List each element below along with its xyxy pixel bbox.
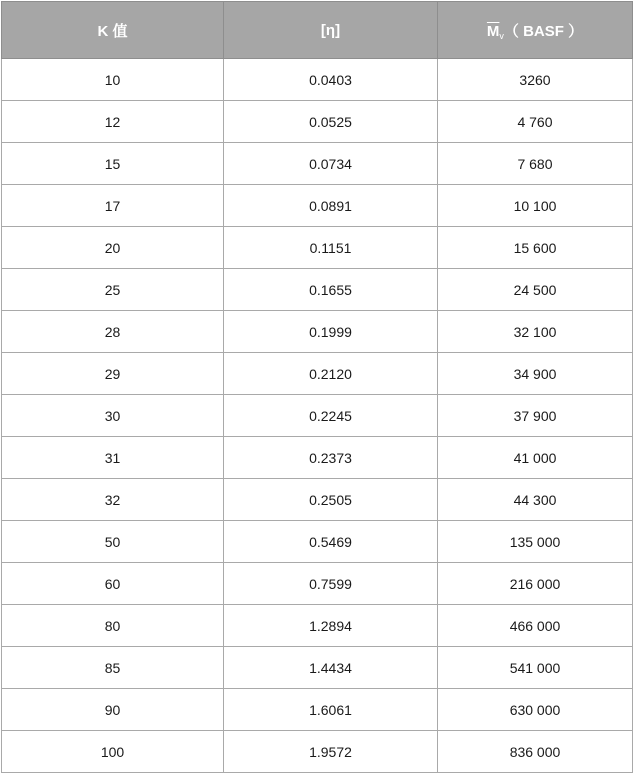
cell-intrinsic-viscosity: 0.7599 — [224, 563, 438, 605]
cell-k-value: 15 — [2, 143, 224, 185]
cell-k-value: 29 — [2, 353, 224, 395]
table-row — [2, 437, 633, 479]
table-row — [2, 521, 633, 563]
table-row — [2, 563, 633, 605]
cell-k-value: 28 — [2, 311, 224, 353]
table-row — [2, 647, 633, 689]
cell-molecular-weight: 10 100 — [438, 185, 633, 227]
cell-k-value: 50 — [2, 521, 224, 563]
cell-k-value: 25 — [2, 269, 224, 311]
table-row — [2, 605, 633, 647]
cell-k-value: 85 — [2, 647, 224, 689]
cell-intrinsic-viscosity: 1.2894 — [224, 605, 438, 647]
cell-molecular-weight: 32 100 — [438, 311, 633, 353]
cell-intrinsic-viscosity: 0.2373 — [224, 437, 438, 479]
cell-molecular-weight: 630 000 — [438, 689, 633, 731]
table-row — [2, 269, 633, 311]
cell-k-value: 17 — [2, 185, 224, 227]
mv-subscript: v — [499, 30, 504, 41]
cell-intrinsic-viscosity: 0.5469 — [224, 521, 438, 563]
cell-molecular-weight: 541 000 — [438, 647, 633, 689]
header-molecular-weight — [438, 2, 633, 59]
cell-intrinsic-viscosity: 0.2120 — [224, 353, 438, 395]
k-value-table — [1, 1, 633, 773]
cell-k-value: 20 — [2, 227, 224, 269]
table-row — [2, 185, 633, 227]
cell-k-value: 10 — [2, 59, 224, 101]
mv-suffix: （ BASF ） — [503, 22, 584, 40]
table-row — [2, 311, 633, 353]
table-row — [2, 227, 633, 269]
cell-intrinsic-viscosity: 0.1655 — [224, 269, 438, 311]
cell-intrinsic-viscosity: 0.0734 — [224, 143, 438, 185]
cell-molecular-weight: 466 000 — [438, 605, 633, 647]
cell-k-value: 100 — [2, 731, 224, 773]
cell-molecular-weight: 836 000 — [438, 731, 633, 773]
cell-intrinsic-viscosity: 0.1999 — [224, 311, 438, 353]
table-row — [2, 59, 633, 101]
cell-intrinsic-viscosity: 0.2245 — [224, 395, 438, 437]
cell-molecular-weight: 4 760 — [438, 101, 633, 143]
table-row — [2, 395, 633, 437]
cell-molecular-weight: 24 500 — [438, 269, 633, 311]
cell-molecular-weight: 34 900 — [438, 353, 633, 395]
table-row — [2, 353, 633, 395]
cell-molecular-weight: 37 900 — [438, 395, 633, 437]
table-row — [2, 689, 633, 731]
cell-intrinsic-viscosity: 1.4434 — [224, 647, 438, 689]
header-k-value: K 值 — [2, 2, 224, 59]
cell-molecular-weight: 44 300 — [438, 479, 633, 521]
cell-k-value: 60 — [2, 563, 224, 605]
mv-symbol: $\overline{M}$ — [486, 22, 500, 40]
header-intrinsic-viscosity: [η] — [224, 2, 438, 59]
table-body — [2, 59, 633, 773]
cell-molecular-weight: 3260 — [438, 59, 633, 101]
cell-intrinsic-viscosity: 0.0891 — [224, 185, 438, 227]
cell-intrinsic-viscosity: 0.1151 — [224, 227, 438, 269]
cell-molecular-weight: 7 680 — [438, 143, 633, 185]
table-row — [2, 731, 633, 773]
cell-intrinsic-viscosity: 1.9572 — [224, 731, 438, 773]
cell-molecular-weight: 41 000 — [438, 437, 633, 479]
cell-intrinsic-viscosity: 0.2505 — [224, 479, 438, 521]
cell-k-value: 80 — [2, 605, 224, 647]
cell-k-value: 30 — [2, 395, 224, 437]
cell-k-value: 12 — [2, 101, 224, 143]
table-header — [2, 2, 633, 59]
cell-molecular-weight: 135 000 — [438, 521, 633, 563]
header-row — [2, 2, 633, 59]
cell-molecular-weight: 15 600 — [438, 227, 633, 269]
cell-k-value: 32 — [2, 479, 224, 521]
cell-k-value: 31 — [2, 437, 224, 479]
cell-k-value: 90 — [2, 689, 224, 731]
cell-intrinsic-viscosity: 1.6061 — [224, 689, 438, 731]
table-row — [2, 143, 633, 185]
table-row — [2, 101, 633, 143]
cell-intrinsic-viscosity: 0.0403 — [224, 59, 438, 101]
cell-intrinsic-viscosity: 0.0525 — [224, 101, 438, 143]
table-row — [2, 479, 633, 521]
cell-molecular-weight: 216 000 — [438, 563, 633, 605]
